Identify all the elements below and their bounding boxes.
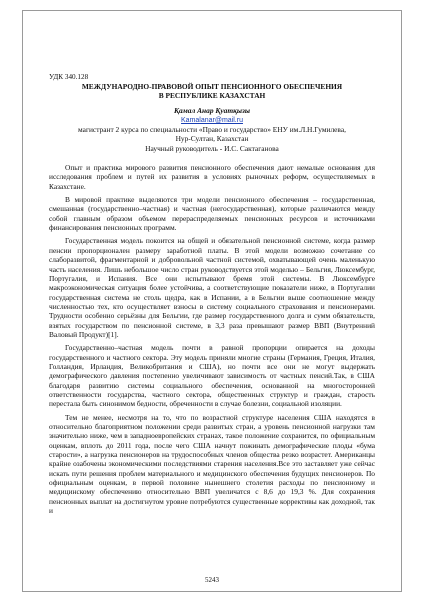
paragraph-models: В мировой практике выделяются три модели пенсионного обеспечения – государственная, смешанная (государственно–частная) и частная (негосударственная), которые различаются между собой главным образом объемом перераспределяемых пенсионных ресурсов и источниками финансирования пенсионных программ. bbox=[49, 195, 375, 233]
author-email-link[interactable]: Kamalanar@mail.ru bbox=[181, 116, 243, 124]
title-line-2: В РЕСПУБЛИКЕ КАЗАХСТАН bbox=[158, 91, 266, 101]
title-line-1: МЕЖДУНАРОДНО-ПРАВОВОЙ ОПЫТ ПЕНСИОННОГО ОБЕСПЕЧЕНИЯ bbox=[81, 82, 343, 92]
paragraph-usa: Тем не менее, несмотря на то, что по возрастной структуре населения США находятся в относительно благоприятном положении среди развитых стран, а уровень пенсионной нагрузки там значительно ниже, чем в западноевропейских странах, такое положение сохранится, по официальным оценкам, вплоть до 2011 года, после чего США начнут пожинать демографические плоды «бума старости», а нагрузка пенсионеров на трудоспособных членов общества резко возрастет. Американцы крайне озабочены экономическими последствиями старения населения.Все это заставляет уже сейчас искать пути решения проблем материального и медицинского обеспечения будущих пенсионеров. По официальным оценкам, в первой половине нынешнего столетия расходы по пенсионному и медицинскому обеспечению относительно ВВП увеличатся с 8,6 до 19,3 %. Для сохранения пенсионных выплат на достигнутом уровне потребуются существенные коррективы как доходной, так и bbox=[49, 412, 375, 516]
document-page bbox=[22, 10, 402, 592]
paragraph-mixed-model: Государственно–частная модель почти в равной пропорции опирается на доходы государственного и частного сектора. Эту модель приняли многие страны (Германия, Греция, Италия, Голландия, Ирландия, Великобритания и США), но почти все они не могут выдержать демографического давления постепенно увеличивают зависимость от частных пенсий.Так, в США благодаря развитию системы социального обеспечения, основанной на многосторонней ответственности государства, частного сектора, общественных структур и граждан, старость перестала быть синонимом бедности, обреченности в случае болезни, социальной изоляции. bbox=[49, 343, 375, 409]
scientific-advisor: Научный руководитель - И.С. Сактаганова bbox=[145, 143, 279, 153]
paragraph-intro: Опыт и практика мирового развития пенсионного обеспечения дают немалые основания для исследования проблем и путей их развития в условиях рыночных реформ, осуществляемых в Казахстане. bbox=[49, 163, 375, 191]
article-title bbox=[49, 82, 375, 100]
page-number: 5243 bbox=[205, 575, 219, 584]
paragraph-state-model: Государственная модель покоится на общей и обязательной пенсионной системе, когда размер пенсии пропорционален размеру заработной платы. В этой модели возможно сочетание со слаборазвитой, фрагментарной и добровольной частной системой, охватывающей очень маленькую часть населения. Лишь небольшое число стран руководствуется этой моделью – Бельгия, Люксембург, Португалия, и Испания. Все они испытывают бремя этой системы. В Люксембурге макроэкономическая ситуация более устойчива, а соответствующие показатели ниже, в Португалии государственная система не столь щедра, как в Испании, а в Бельгии выше соотношение между численностью тех, кто осуществляет взносы в систему социального страхования и пенсионерами. Трудности особенно серьёзны для Бельгии, где размер государственного долга и сумм обязательств, взятых государством по пенсионной системе, в 3,3 раза превышают размер ВВП (Внутренний Валовый Продукт)[1]. bbox=[49, 236, 375, 339]
affiliation-line-1: магистрант 2 курса по специальности «Право и государство» ЕНУ им.Л.Н.Гумилева, bbox=[78, 125, 346, 135]
author-name: Қамал Анар Қуатқызы bbox=[174, 106, 250, 116]
udc-code: УДК 340.128 bbox=[49, 73, 89, 81]
affiliation-line-2: Нур-Султан, Казахстан bbox=[175, 134, 249, 144]
